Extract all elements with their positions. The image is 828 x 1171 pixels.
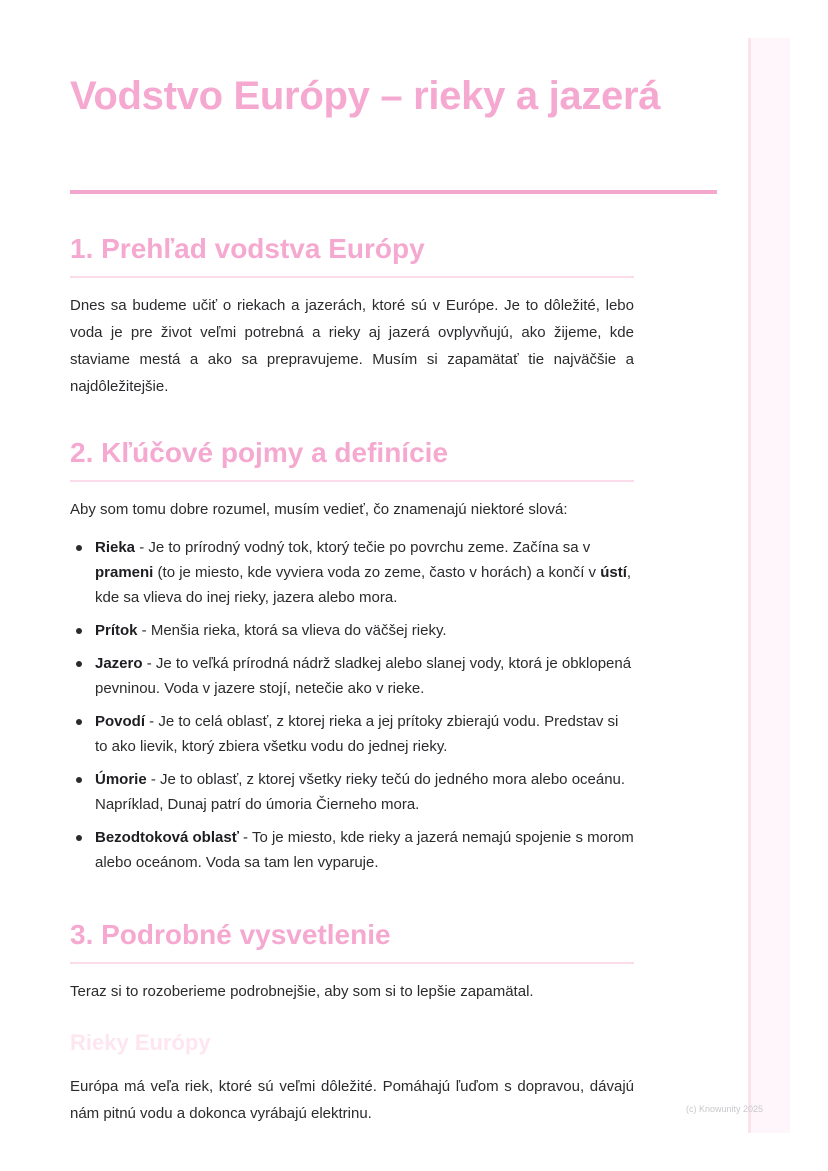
term-definition: - Je to oblasť, z ktorej všetky rieky tečú do jedného mora alebo oceánu. Napríklad, Dunaj patrí do úmoria Čierneho mora. bbox=[95, 771, 626, 813]
term-label: Rieka bbox=[95, 539, 136, 556]
term-label: Úmorie bbox=[95, 771, 147, 788]
term-label: Jazero bbox=[95, 655, 143, 672]
document-title: Vodstvo Európy – rieky a jazerá bbox=[70, 74, 661, 118]
term-text: (to je miesto, kde vyviera voda zo zeme, často v horách) a končí v bbox=[153, 564, 601, 581]
term-label: Prítok bbox=[95, 622, 138, 639]
section-overview bbox=[70, 232, 634, 400]
bullet-icon bbox=[76, 661, 82, 667]
section-intro: Teraz si to rozoberieme podrobnejšie, aby som si to lepšie zapamätal. bbox=[70, 983, 534, 1000]
subsection-paragraph: Európa má veľa riek, ktoré sú veľmi dôležité. Pomáhajú ľuďom s dopravou, dávajú nám pitnú vodu a dokonca vyrábajú elektrinu. bbox=[70, 1078, 634, 1122]
bullet-icon bbox=[76, 628, 82, 634]
section-detailed-explanation bbox=[70, 918, 634, 1127]
title-divider bbox=[70, 190, 717, 194]
copyright-footer: (c) Knowunity 2025 bbox=[686, 1104, 764, 1114]
term-definition: - Je to celá oblasť, z ktorej rieka a jej prítoky zbierajú vodu. Predstav si to ako lievik, ktorý zbiera všetku vodu do jednej rieky. bbox=[95, 713, 619, 755]
document-page bbox=[70, 72, 661, 1122]
term-definition: - To je miesto, kde rieky a jazerá nemajú spojenie s morom alebo oceánom. Voda sa tam len vyparuje. bbox=[95, 829, 634, 871]
side-panel-strip bbox=[748, 38, 790, 1133]
bullet-icon bbox=[76, 835, 82, 841]
section-key-terms bbox=[70, 436, 634, 883]
list-item-pritok bbox=[70, 618, 634, 643]
list-item-rieka bbox=[70, 535, 634, 610]
section-divider bbox=[70, 962, 634, 964]
term-text: - Je to prírodný vodný tok, ktorý tečie po povrchu zeme. Začína sa v bbox=[135, 539, 591, 556]
section-heading: 1. Prehľad vodstva Európy bbox=[70, 233, 425, 264]
bullet-icon bbox=[76, 777, 82, 783]
list-item-jazero bbox=[70, 651, 634, 701]
term-bold: ústí bbox=[600, 564, 627, 581]
terms-list bbox=[70, 535, 634, 875]
section-heading: 2. Kľúčové pojmy a definície bbox=[70, 437, 449, 468]
term-definition: - Menšia rieka, ktorá sa vlieva do väčšej rieky. bbox=[137, 622, 447, 639]
subsection-heading: Rieky Európy bbox=[70, 1030, 211, 1055]
section-paragraph: Dnes sa budeme učiť o riekach a jazerách, ktoré sú v Európe. Je to dôležité, lebo voda je pre život veľmi potrebná a rieky aj jazerá ovplyvňujú, ako žijeme, kde staviame mestá a ako sa prepravujeme. Musím si zapamätať tie najväčšie a najdôležitejšie. bbox=[70, 297, 634, 395]
term-label: Povodí bbox=[95, 713, 146, 730]
bullet-icon bbox=[76, 545, 82, 551]
bullet-icon bbox=[76, 719, 82, 725]
list-item-bezodtokova-oblast bbox=[70, 825, 634, 875]
list-item-umorie bbox=[70, 767, 634, 817]
section-intro: Aby som tomu dobre rozumel, musím vedieť, čo znamenajú niektoré slová: bbox=[70, 501, 568, 518]
term-bold: prameni bbox=[95, 564, 154, 581]
section-divider bbox=[70, 276, 634, 278]
term-label: Bezodtoková oblasť bbox=[95, 829, 239, 846]
term-definition: - Je to veľká prírodná nádrž sladkej alebo slanej vody, ktorá je obklopená pevninou. Voda v jazere stojí, netečie ako v rieke. bbox=[95, 655, 632, 697]
section-divider bbox=[70, 480, 634, 482]
list-item-povodi bbox=[70, 709, 634, 759]
section-heading: 3. Podrobné vysvetlenie bbox=[70, 919, 391, 950]
term-text: , kde sa vlieva do inej rieky, jazera alebo mora. bbox=[95, 564, 632, 606]
